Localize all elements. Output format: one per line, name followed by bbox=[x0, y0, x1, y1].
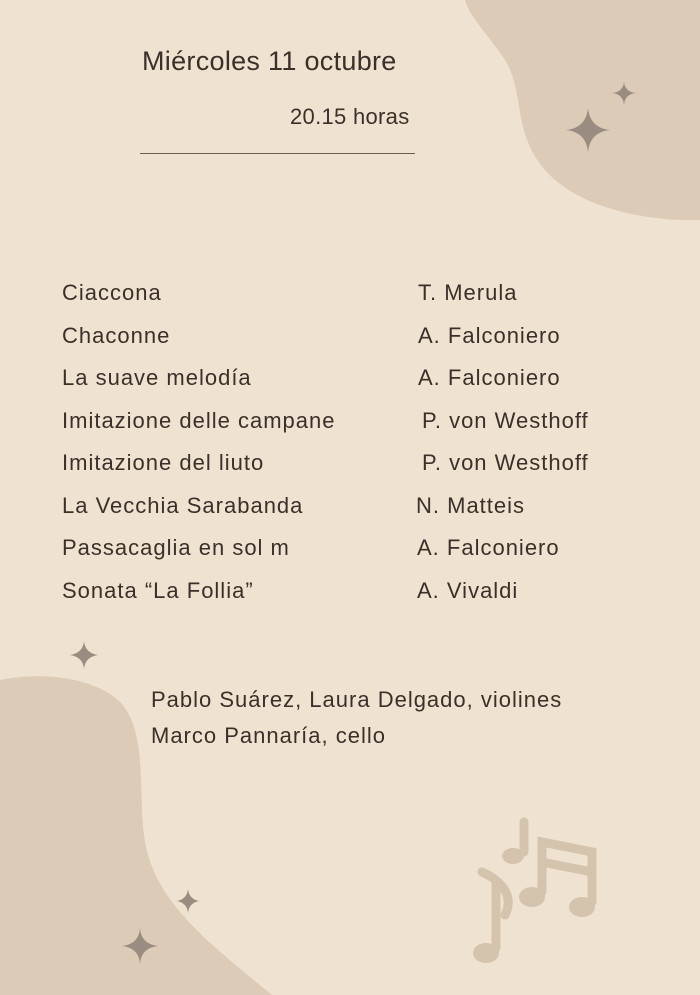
top-right-blob bbox=[465, 0, 700, 220]
piece-composer: A. Falconiero bbox=[417, 535, 560, 560]
list-item bbox=[62, 408, 662, 451]
piece-title: Chaconne bbox=[62, 322, 171, 348]
sparkle-icon bbox=[70, 641, 98, 669]
piece-composer: P. von Westhoff bbox=[422, 407, 589, 433]
piece-title: Passacaglia en sol m bbox=[62, 535, 290, 560]
list-item bbox=[62, 493, 662, 536]
list-item bbox=[62, 450, 662, 493]
piece-composer: A. Vivaldi bbox=[417, 577, 519, 603]
piece-title: Imitazione delle campane bbox=[62, 407, 336, 433]
piece-composer: A. Falconiero bbox=[418, 365, 561, 390]
performers bbox=[151, 682, 562, 754]
list-item bbox=[62, 535, 662, 578]
list-item bbox=[62, 365, 662, 408]
piece-composer: P. von Westhoff bbox=[422, 450, 589, 475]
piece-title: La suave melodía bbox=[62, 365, 252, 390]
divider bbox=[140, 153, 415, 154]
piece-title: Sonata “La Follia” bbox=[62, 577, 254, 603]
performers-violins: Pablo Suárez, Laura Delgado, violines bbox=[151, 687, 563, 712]
event-time: 20.15 horas bbox=[290, 104, 410, 129]
list-item bbox=[62, 280, 662, 323]
music-notes-icon bbox=[473, 822, 595, 963]
event-date: Miércoles 11 octubre bbox=[142, 46, 397, 76]
piece-title: La Vecchia Sarabanda bbox=[62, 492, 304, 518]
performers-cello: Marco Pannaría, cello bbox=[151, 723, 386, 748]
list-item bbox=[62, 578, 662, 621]
piece-composer: N. Matteis bbox=[416, 492, 526, 518]
piece-composer: A. Falconiero bbox=[418, 322, 561, 348]
sparkle-icon bbox=[177, 889, 199, 913]
list-item bbox=[62, 323, 662, 366]
piece-title: Ciaccona bbox=[62, 280, 162, 305]
piece-composer: T. Merula bbox=[418, 280, 518, 305]
piece-title: Imitazione del liuto bbox=[62, 450, 265, 475]
program-list bbox=[62, 280, 662, 620]
